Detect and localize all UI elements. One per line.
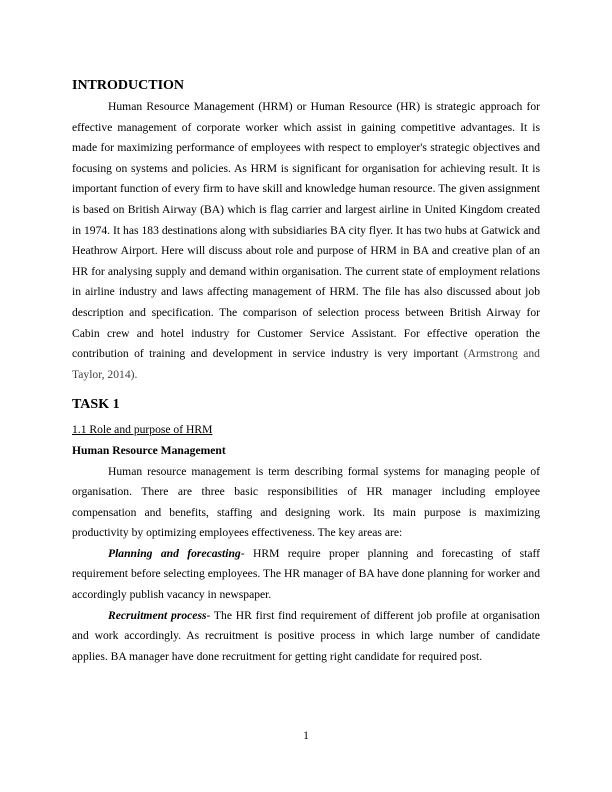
recruitment-process-paragraph — [72, 606, 540, 668]
planning-forecasting-text: - HRM require proper planning and forecasting of staff requirement before selecting employees. The HR manager of BA have done planning for worker and accordingly publish vacancy in newspaper. — [72, 546, 540, 602]
introduction-citation: (Armstrong and Taylor, 2014). — [72, 347, 540, 381]
section-1-1-heading: 1.1 Role and purpose of HRM — [72, 423, 213, 437]
recruitment-process-text: - The HR first find requirement of different job profile at organisation and work accordingly. As recruitment is positive process in which large number of candidate applies. BA manager have done recruitment for getting right candidate for required post. — [72, 608, 540, 663]
page-number: 1 — [303, 729, 309, 742]
introduction-heading: INTRODUCTION — [72, 78, 185, 93]
introduction-body: Human Resource Management (HRM) or Human Resource (HR) is strategic approach for effective management of corporate worker which assist in gaining competitive advantages. It is made for maximizing performance of employees with respect to employer's strategic objectives and focusing on systems and policies. As HRM is significant for organisation for achieving result. It is important function of every firm to have skill and knowledge human resource. The given assignment is based on British Airway (BA) which is flag carrier and largest airline in United Kingdom created in 1974. It has 183 destinations along with subsidiaries BA city flyer. It has two hubs at Gatwick and Heathrow Airport. Here will discuss about role and purpose of HRM in BA and creative plan of an HR for analysing supply and demand within organisation. The current state of employment relations in airline industry and laws affecting management of HRM. The file has also discussed about job description and specification. The comparison of selection process between British Airway for Cabin crew and hotel industry for Customer Service Assistant. For effective operation the contribution of training and development in service industry is very important — [72, 100, 540, 361]
hrm-subheading: Human Resource Management — [72, 443, 226, 457]
page-content — [72, 76, 540, 667]
hrm-intro-paragraph: Human resource management is term describing formal systems for managing people of organisation. There are three basic responsibilities of HR manager including employee compensation and benefits, staffing and designing work. Its main purpose is maximizing productivity by optimizing employees effectiveness. The key areas are: — [72, 464, 540, 540]
planning-forecasting-term: Planning and forecasting — [108, 546, 241, 560]
planning-forecasting-paragraph — [72, 544, 540, 606]
task1-heading: TASK 1 — [72, 397, 120, 413]
recruitment-process-term: Recruitment process — [108, 608, 207, 622]
introduction-paragraph — [72, 97, 540, 385]
